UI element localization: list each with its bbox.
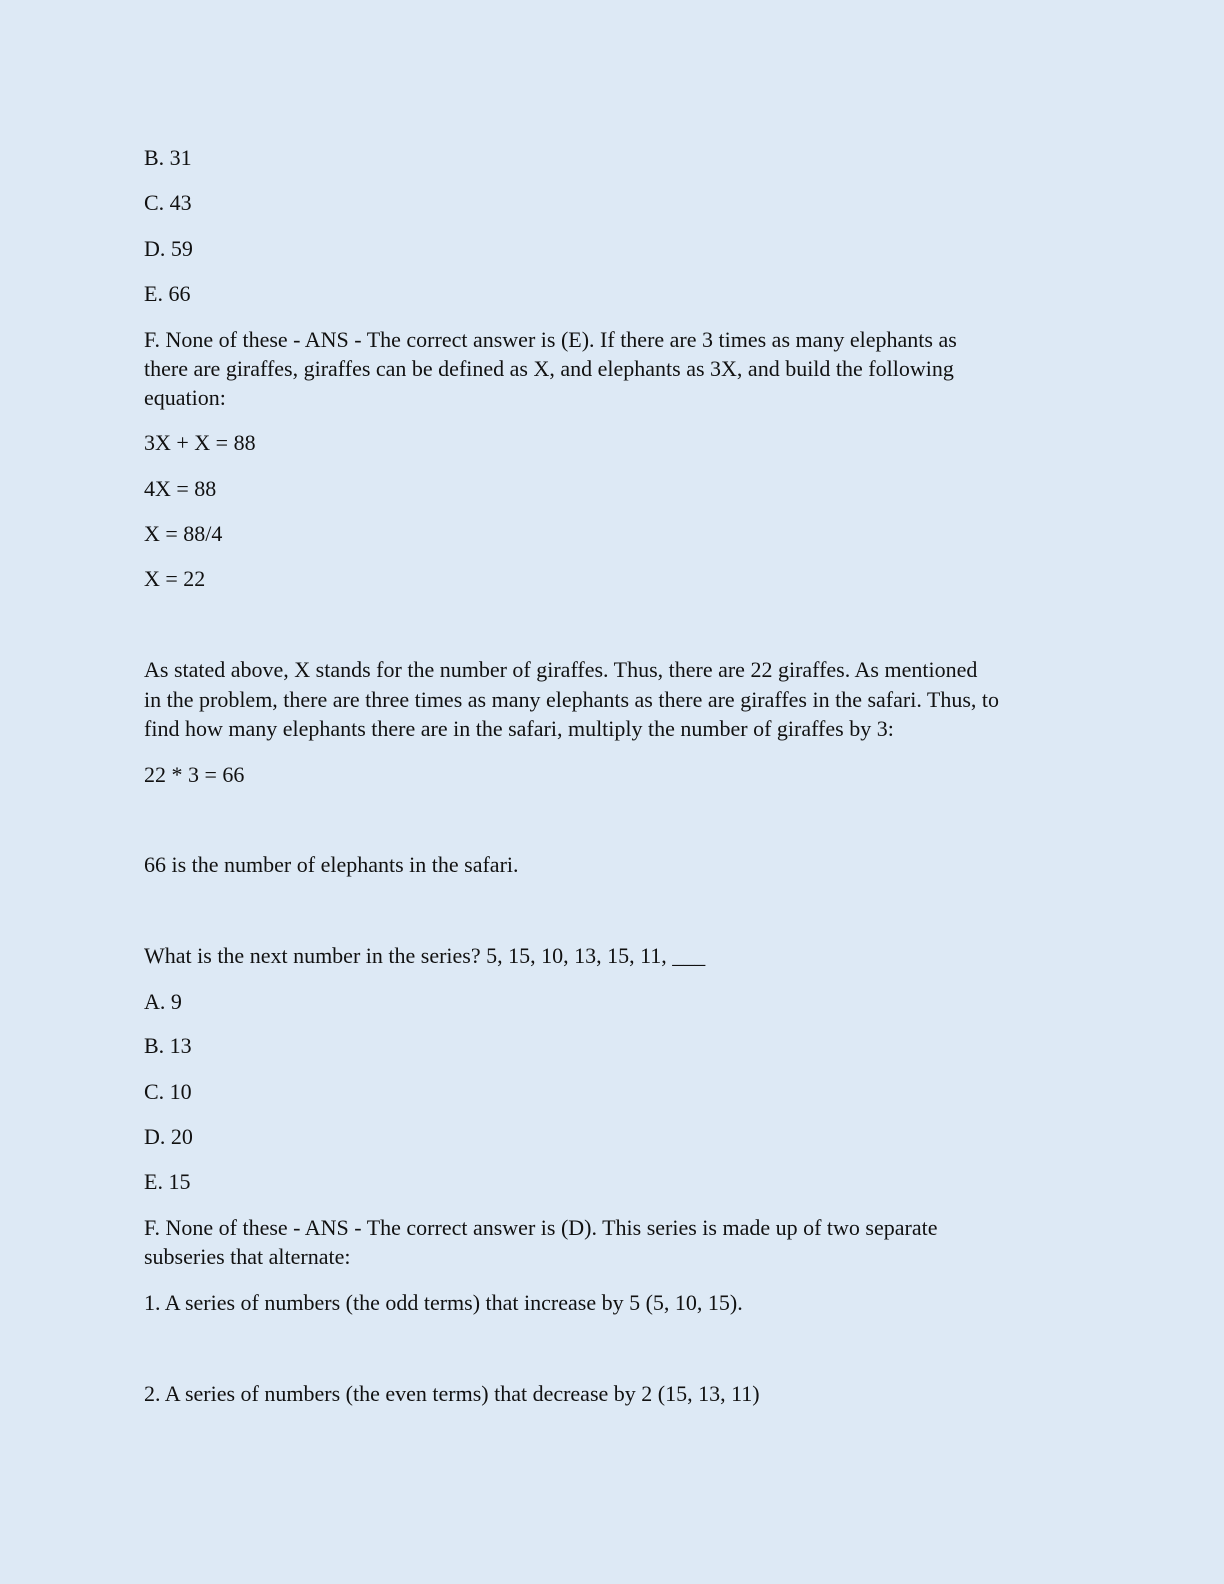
q2-option-d: D. 20 xyxy=(144,1124,193,1149)
q2-option-a: A. 9 xyxy=(144,989,182,1014)
q1-equation-4: X = 22 xyxy=(144,566,206,591)
q2-point-2: 2. A series of numbers (the even terms) that decrease by 2 (15, 13, 11) xyxy=(144,1381,760,1406)
q2-question: What is the next number in the series? 5, 15, 10, 13, 15, 11, ___ xyxy=(144,943,706,968)
q1-option-b: B. 31 xyxy=(144,145,192,170)
q1-answer-line-1: F. None of these - ANS - The correct answer is (E). If there are 3 times as many elephants as xyxy=(144,327,957,352)
q2-option-c: C. 10 xyxy=(144,1079,192,1104)
q1-option-d: D. 59 xyxy=(144,236,193,261)
q2-answer-line-2: subseries that alternate: xyxy=(144,1244,351,1269)
q1-answer-line-3: equation: xyxy=(144,385,226,410)
q1-explanation-line-3: find how many elephants there are in the safari, multiply the number of giraffes by 3: xyxy=(144,716,894,741)
q1-equation-1: 3X + X = 88 xyxy=(144,430,256,455)
q1-equation-3: X = 88/4 xyxy=(144,521,223,546)
q1-explanation-line-1: As stated above, X stands for the number of giraffes. Thus, there are 22 giraffes. As mentioned xyxy=(144,657,978,682)
q2-answer-line-1: F. None of these - ANS - The correct answer is (D). This series is made up of two separate xyxy=(144,1215,938,1240)
q1-equation-2: 4X = 88 xyxy=(144,476,217,501)
q1-option-c: C. 43 xyxy=(144,190,192,215)
q1-conclusion: 66 is the number of elephants in the safari. xyxy=(144,852,519,877)
q2-option-e: E. 15 xyxy=(144,1169,191,1194)
q1-explanation-line-2: in the problem, there are three times as many elephants as there are giraffes in the safari. Thus, to xyxy=(144,687,1000,712)
q2-option-b: B. 13 xyxy=(144,1033,192,1058)
q2-point-1: 1. A series of numbers (the odd terms) that increase by 5 (5, 10, 15). xyxy=(144,1290,743,1315)
q1-option-e: E. 66 xyxy=(144,281,191,306)
q1-final-equation: 22 * 3 = 66 xyxy=(144,762,245,787)
q1-answer-line-2: there are giraffes, giraffes can be defined as X, and elephants as 3X, and build the following xyxy=(144,356,954,381)
